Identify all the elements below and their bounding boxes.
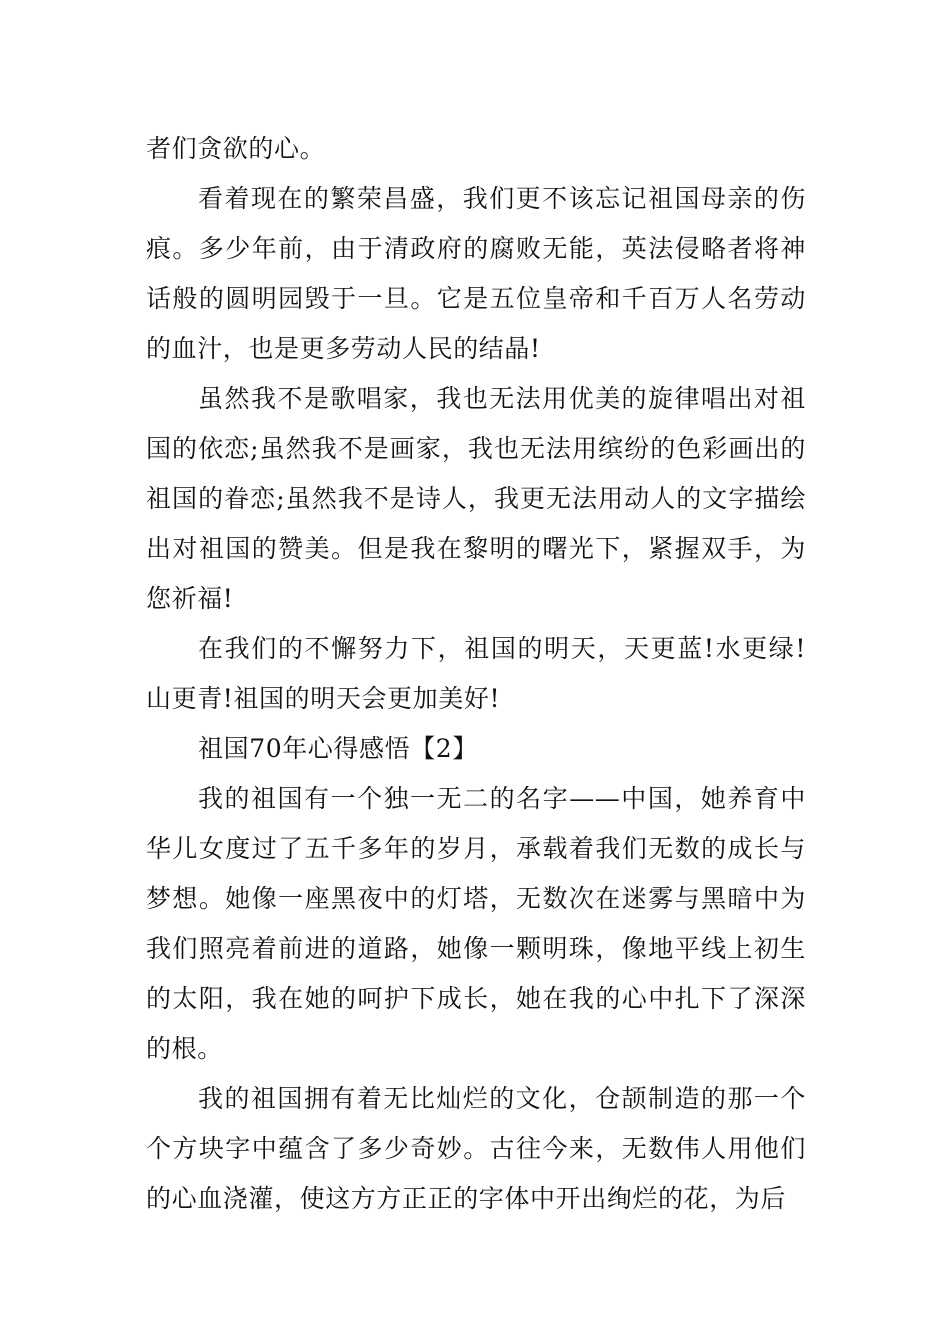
section-heading: 祖国70年心得感悟【2】 <box>198 734 478 763</box>
paragraph-china-name: 我的祖国有一个独一无二的名字——中国，她养育中华儿女度过了五千多年的岁月，承载着我们无数的成长与梦想。她像一座黑夜中的灯塔，无数次在迷雾与黑暗中为我们照亮着前进的道路，她像一颗明珠，像地平线上初生的太阳，我在她的呵护下成长，她在我的心中扎下了深深的根。 <box>146 784 806 1063</box>
paragraph-culture: 我的祖国拥有着无比灿烂的文化，仓颉制造的那一个个方块字中蕴含了多少奇妙。古往今来，无数伟人用他们的心血浇灌，使这方方正正的字体中开出绚烂的花，为后 <box>146 1084 806 1213</box>
paragraph-blessing: 虽然我不是歌唱家，我也无法用优美的旋律唱出对祖国的依恋;虽然我不是画家，我也无法用缤纷的色彩画出的祖国的眷恋;虽然我不是诗人，我更无法用动人的文字描绘出对祖国的赞美。但是我在黎明的曙光下，紧握双手，为您祈福! <box>146 384 806 613</box>
document-page <box>146 124 806 1224</box>
paragraph-continuation: 者们贪欲的心。 <box>146 134 326 163</box>
paragraph-future: 在我们的不懈努力下，祖国的明天，天更蓝!水更绿!山更青!祖国的明天会更加美好! <box>146 634 806 713</box>
paragraph-scars: 看着现在的繁荣昌盛，我们更不该忘记祖国母亲的伤痕。多少年前，由于清政府的腐败无能，英法侵略者将神话般的圆明园毁于一旦。它是五位皇帝和千百万人名劳动的血汁，也是更多劳动人民的结晶! <box>146 184 806 363</box>
